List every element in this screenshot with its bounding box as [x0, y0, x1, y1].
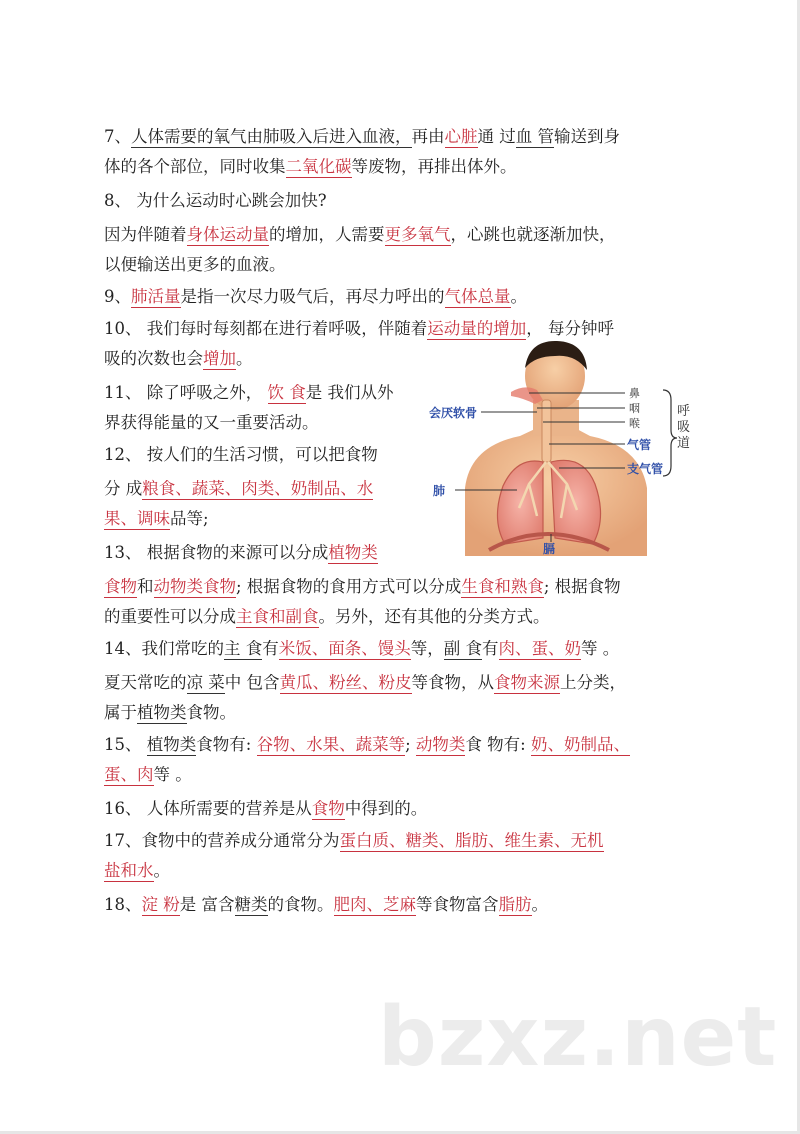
answer-text: 蛋白质、糖类、脂肪、维生素、无机 [339, 831, 604, 850]
answer-text: 奶、奶制品、 [530, 735, 630, 754]
answer-text: 食物 [311, 799, 345, 818]
respiratory-system-illustration [425, 338, 695, 556]
answer-text: 运动量的增加 [427, 319, 527, 338]
body-text: 等， [410, 639, 444, 658]
answer-text: 二氧化碳 [285, 157, 352, 176]
answer-text: 植物类 [328, 543, 378, 562]
body-text: 夏天常吃的 [104, 673, 187, 692]
text-line [104, 732, 630, 758]
text-line [104, 636, 619, 662]
body-text: 中 包含 [224, 673, 280, 692]
body-text: 16、 人体所需要的营养是从 [104, 799, 312, 818]
body-text: 11、 除了呼吸之外， [104, 383, 268, 402]
label-diaphragm: 膈 [543, 542, 556, 556]
body-text: 是 富含 [179, 895, 235, 914]
body-text: 是指一次尽力吸气后，再尽力呼出的 [180, 287, 445, 306]
label-lung: 肺 [433, 484, 446, 498]
answer-text: 心脏 [444, 127, 478, 146]
body-text: 。 [153, 861, 170, 880]
body-text: 有 [482, 639, 499, 658]
answer-text: 生食和熟食 [461, 577, 544, 596]
text-line [104, 670, 626, 696]
underlined-text: 主 食 [224, 639, 263, 658]
label-bronchi: 支气管 [627, 462, 664, 476]
body-text: 7、 [104, 127, 131, 146]
body-text: 有 [262, 639, 279, 658]
body-text: 体的各个部位，同时收集 [104, 157, 286, 176]
answer-text: 更多氧气 [384, 225, 451, 244]
answer-text: 动物类食物 [153, 577, 236, 596]
body-text: 输送到身 [554, 127, 620, 146]
answer-text: 粮食、蔬菜、肉类、奶制品、水 [142, 479, 374, 498]
body-text: 再由 [411, 127, 445, 146]
respiratory-tract-bracket [663, 390, 677, 476]
label-trachea: 气管 [627, 438, 652, 452]
label-respiratory-tract: 呼吸道 [677, 404, 691, 451]
body-text: 等食物，从 [411, 673, 494, 692]
body-text: 9、 [104, 287, 131, 306]
body-text: 8、 为什么运动时心跳会加快? [104, 191, 327, 210]
body-text: 和 [137, 577, 154, 596]
answer-text: 谷物、水果、蔬菜等 [256, 735, 406, 754]
underlined-text: 植物类 [137, 703, 187, 722]
body-text: 15、 [104, 735, 147, 754]
body-text: 中得到的。 [344, 799, 428, 818]
body-text: 上分类， [560, 673, 626, 692]
body-text: 17、食物中的营养成分通常分为 [104, 831, 340, 850]
body-text: 食物。 [186, 703, 236, 722]
underlined-text: 植物类 [146, 735, 197, 754]
text-line [104, 346, 253, 372]
answer-text: 黄瓜、粉丝、粉皮 [279, 673, 412, 692]
answer-text: 肺活量 [131, 287, 181, 306]
body-text: 品等; [170, 509, 209, 528]
answer-text: 果、调味 [104, 509, 170, 528]
body-text: 分 成 [104, 479, 143, 498]
text-line [104, 124, 620, 150]
body-text: 的增加，人需要 [269, 225, 385, 244]
answer-text: 脂肪 [498, 895, 532, 914]
body-text: ， 每分钟呼 [526, 319, 614, 338]
text-line [104, 828, 604, 854]
text-line [104, 540, 378, 566]
text-line [104, 442, 378, 468]
text-line [104, 604, 550, 630]
label-larynx: 喉 [629, 417, 640, 430]
text-line [104, 796, 427, 822]
body-text: 14、我们常吃的 [104, 639, 224, 658]
text-line [104, 284, 527, 310]
text-line [104, 380, 394, 406]
answer-text: 肉、蛋、奶 [498, 639, 581, 658]
body-text: 是 我们从外 [305, 383, 394, 402]
body-text: 10、 我们每时每刻都在进行着呼吸，伴随着 [104, 319, 428, 338]
underlined-text: 副 食 [443, 639, 482, 658]
underlined-text: 血 管 [515, 127, 554, 146]
answer-text: 主食和副食 [236, 607, 319, 626]
answer-text: 动物类 [415, 735, 466, 754]
answer-text: 饮 食 [267, 383, 306, 402]
respiratory-diagram-svg [425, 338, 695, 556]
body-text: 食物有: [196, 735, 257, 754]
text-line [104, 222, 616, 248]
trachea-shape [542, 400, 551, 462]
body-text: 的食物。 [267, 895, 334, 914]
text-line [104, 700, 236, 726]
text-line [104, 892, 548, 918]
underlined-text: 糖类 [234, 895, 268, 914]
answer-text: 食物 [104, 577, 137, 596]
label-epiglottis: 会厌软骨 [429, 406, 478, 420]
underlined-text: 人体需要的氧气由肺吸入后进入血液， [131, 127, 412, 146]
body-text: 等废物，再排出体外。 [351, 157, 517, 176]
body-text: ，心跳也就逐渐加快， [450, 225, 616, 244]
body-text: 18、 [104, 895, 142, 914]
answer-text: 食物来源 [494, 673, 560, 692]
body-text: 界获得能量的又一重要活动。 [104, 413, 319, 432]
answer-text: 盐和水 [104, 861, 154, 880]
answer-text: 蛋、肉 [104, 765, 154, 784]
underlined-text: 凉 菜 [186, 673, 225, 692]
answer-text: 增加 [203, 349, 236, 368]
body-text: ; 根据食物的食用方式可以分成 [236, 577, 462, 596]
text-line [104, 476, 373, 502]
body-text: ; [405, 735, 416, 754]
body-text: 。另外，还有其他的分类方式。 [318, 607, 550, 626]
text-line [104, 252, 286, 278]
body-text: ; 根据食物 [543, 577, 621, 596]
text-line [104, 762, 192, 788]
text-line [104, 506, 209, 532]
body-text: 13、 根据食物的来源可以分成 [104, 543, 329, 562]
answer-text: 身体运动量 [186, 225, 269, 244]
text-line [104, 410, 319, 436]
watermark: bzxz.net [378, 990, 778, 1085]
answer-text: 淀 粉 [141, 895, 180, 914]
body-text: 属于 [104, 703, 137, 722]
body-text: 。 [236, 349, 253, 368]
body-text: 12、 按人们的生活习惯，可以把食物 [104, 445, 378, 464]
body-text: 。 [531, 895, 548, 914]
body-text: 因为伴随着 [104, 225, 187, 244]
answer-text: 肥肉、芝麻 [333, 895, 416, 914]
answer-text: 米饭、面条、馒头 [278, 639, 411, 658]
body-text: 食 物有: [465, 735, 531, 754]
label-pharynx: 咽 [629, 402, 640, 415]
answer-text: 气体总量 [444, 287, 511, 306]
body-text: 。 [510, 287, 527, 306]
body-text: 以便输送出更多的血液。 [104, 255, 286, 274]
text-line [104, 188, 327, 214]
label-nose: 鼻 [629, 387, 640, 400]
body-text: 吸的次数也会 [104, 349, 203, 368]
text-line [104, 154, 517, 180]
body-text: 通 过 [477, 127, 516, 146]
body-text: 等食物富含 [416, 895, 499, 914]
body-text: 等 。 [581, 639, 620, 658]
text-line [104, 574, 621, 600]
text-line [104, 858, 170, 884]
body-text: 的重要性可以分成 [104, 607, 236, 626]
body-text: 等 。 [153, 765, 192, 784]
